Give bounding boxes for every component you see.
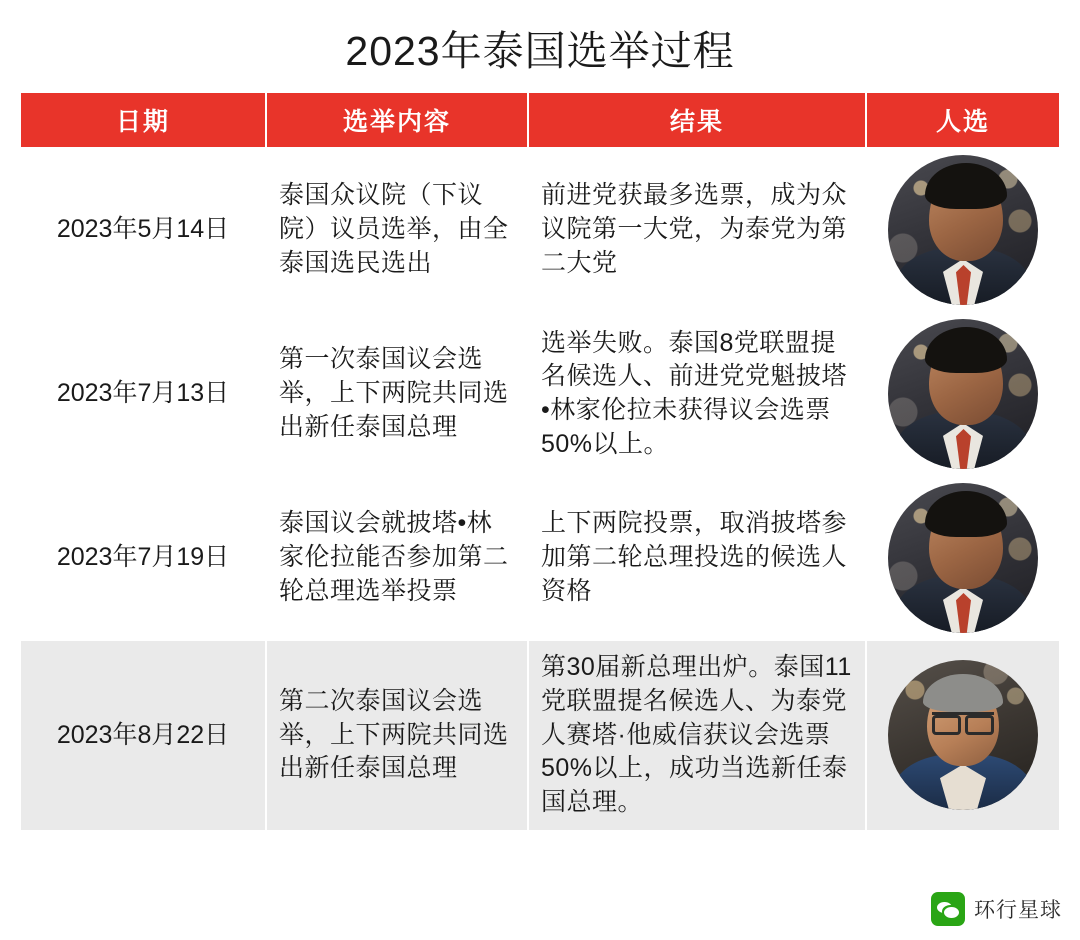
- cell-topic: 泰国众议院（下议院）议员选举，由全泰国选民选出: [266, 148, 528, 312]
- cell-person: [866, 476, 1060, 640]
- column-header-person: 人选: [866, 92, 1060, 148]
- column-header-date: 日期: [20, 92, 266, 148]
- cell-topic: 第一次泰国议会选举，上下两院共同选出新任泰国总理: [266, 312, 528, 476]
- column-header-result: 结果: [528, 92, 866, 148]
- cell-date: 2023年7月13日: [20, 312, 266, 476]
- column-header-topic: 选举内容: [266, 92, 528, 148]
- watermark-label: 环行星球: [974, 899, 1062, 922]
- cell-result: 选举失败。泰国8党联盟提名候选人、前进党党魁披塔•林家伦拉未获得议会选票50%以上。: [528, 312, 866, 476]
- portrait-hair: [925, 491, 1007, 537]
- page-title: 2023年泰国选举过程: [345, 28, 735, 74]
- table-header: [20, 92, 1060, 148]
- table-body: [20, 148, 1060, 831]
- portrait-glasses: [932, 712, 994, 726]
- table-row: [20, 476, 1060, 640]
- table-row: [20, 640, 1060, 831]
- cell-topic: 泰国议会就披塔•林家伦拉能否参加第二轮总理选举投票: [266, 476, 528, 640]
- table-row: [20, 312, 1060, 476]
- wechat-icon: [931, 892, 965, 926]
- table-row: [20, 148, 1060, 312]
- cell-person: [866, 640, 1060, 831]
- portrait-photo: [888, 483, 1038, 633]
- portrait-photo: [888, 660, 1038, 810]
- cell-topic: 第二次泰国议会选举，上下两院共同选出新任泰国总理: [266, 640, 528, 831]
- cell-person: [866, 148, 1060, 312]
- table-header-row: [20, 92, 1060, 148]
- watermark: [931, 892, 1062, 926]
- cell-result: 第30届新总理出炉。泰国11党联盟提名候选人、为泰党人赛塔·他威信获议会选票50%以上，成功当选新任泰国总理。: [528, 640, 866, 831]
- portrait-photo: [888, 155, 1038, 305]
- cell-date: 2023年7月19日: [20, 476, 266, 640]
- cell-person: [866, 312, 1060, 476]
- cell-result: 前进党获最多选票，成为众议院第一大党，为泰党为第二大党: [528, 148, 866, 312]
- portrait-hair: [923, 674, 1003, 712]
- cell-result: 上下两院投票，取消披塔参加第二轮总理投选的候选人资格: [528, 476, 866, 640]
- portrait-hair: [925, 163, 1007, 209]
- cell-date: 2023年5月14日: [20, 148, 266, 312]
- election-process-table: [19, 91, 1061, 832]
- portrait-photo: [888, 319, 1038, 469]
- cell-date: 2023年8月22日: [20, 640, 266, 831]
- portrait-hair: [925, 327, 1007, 373]
